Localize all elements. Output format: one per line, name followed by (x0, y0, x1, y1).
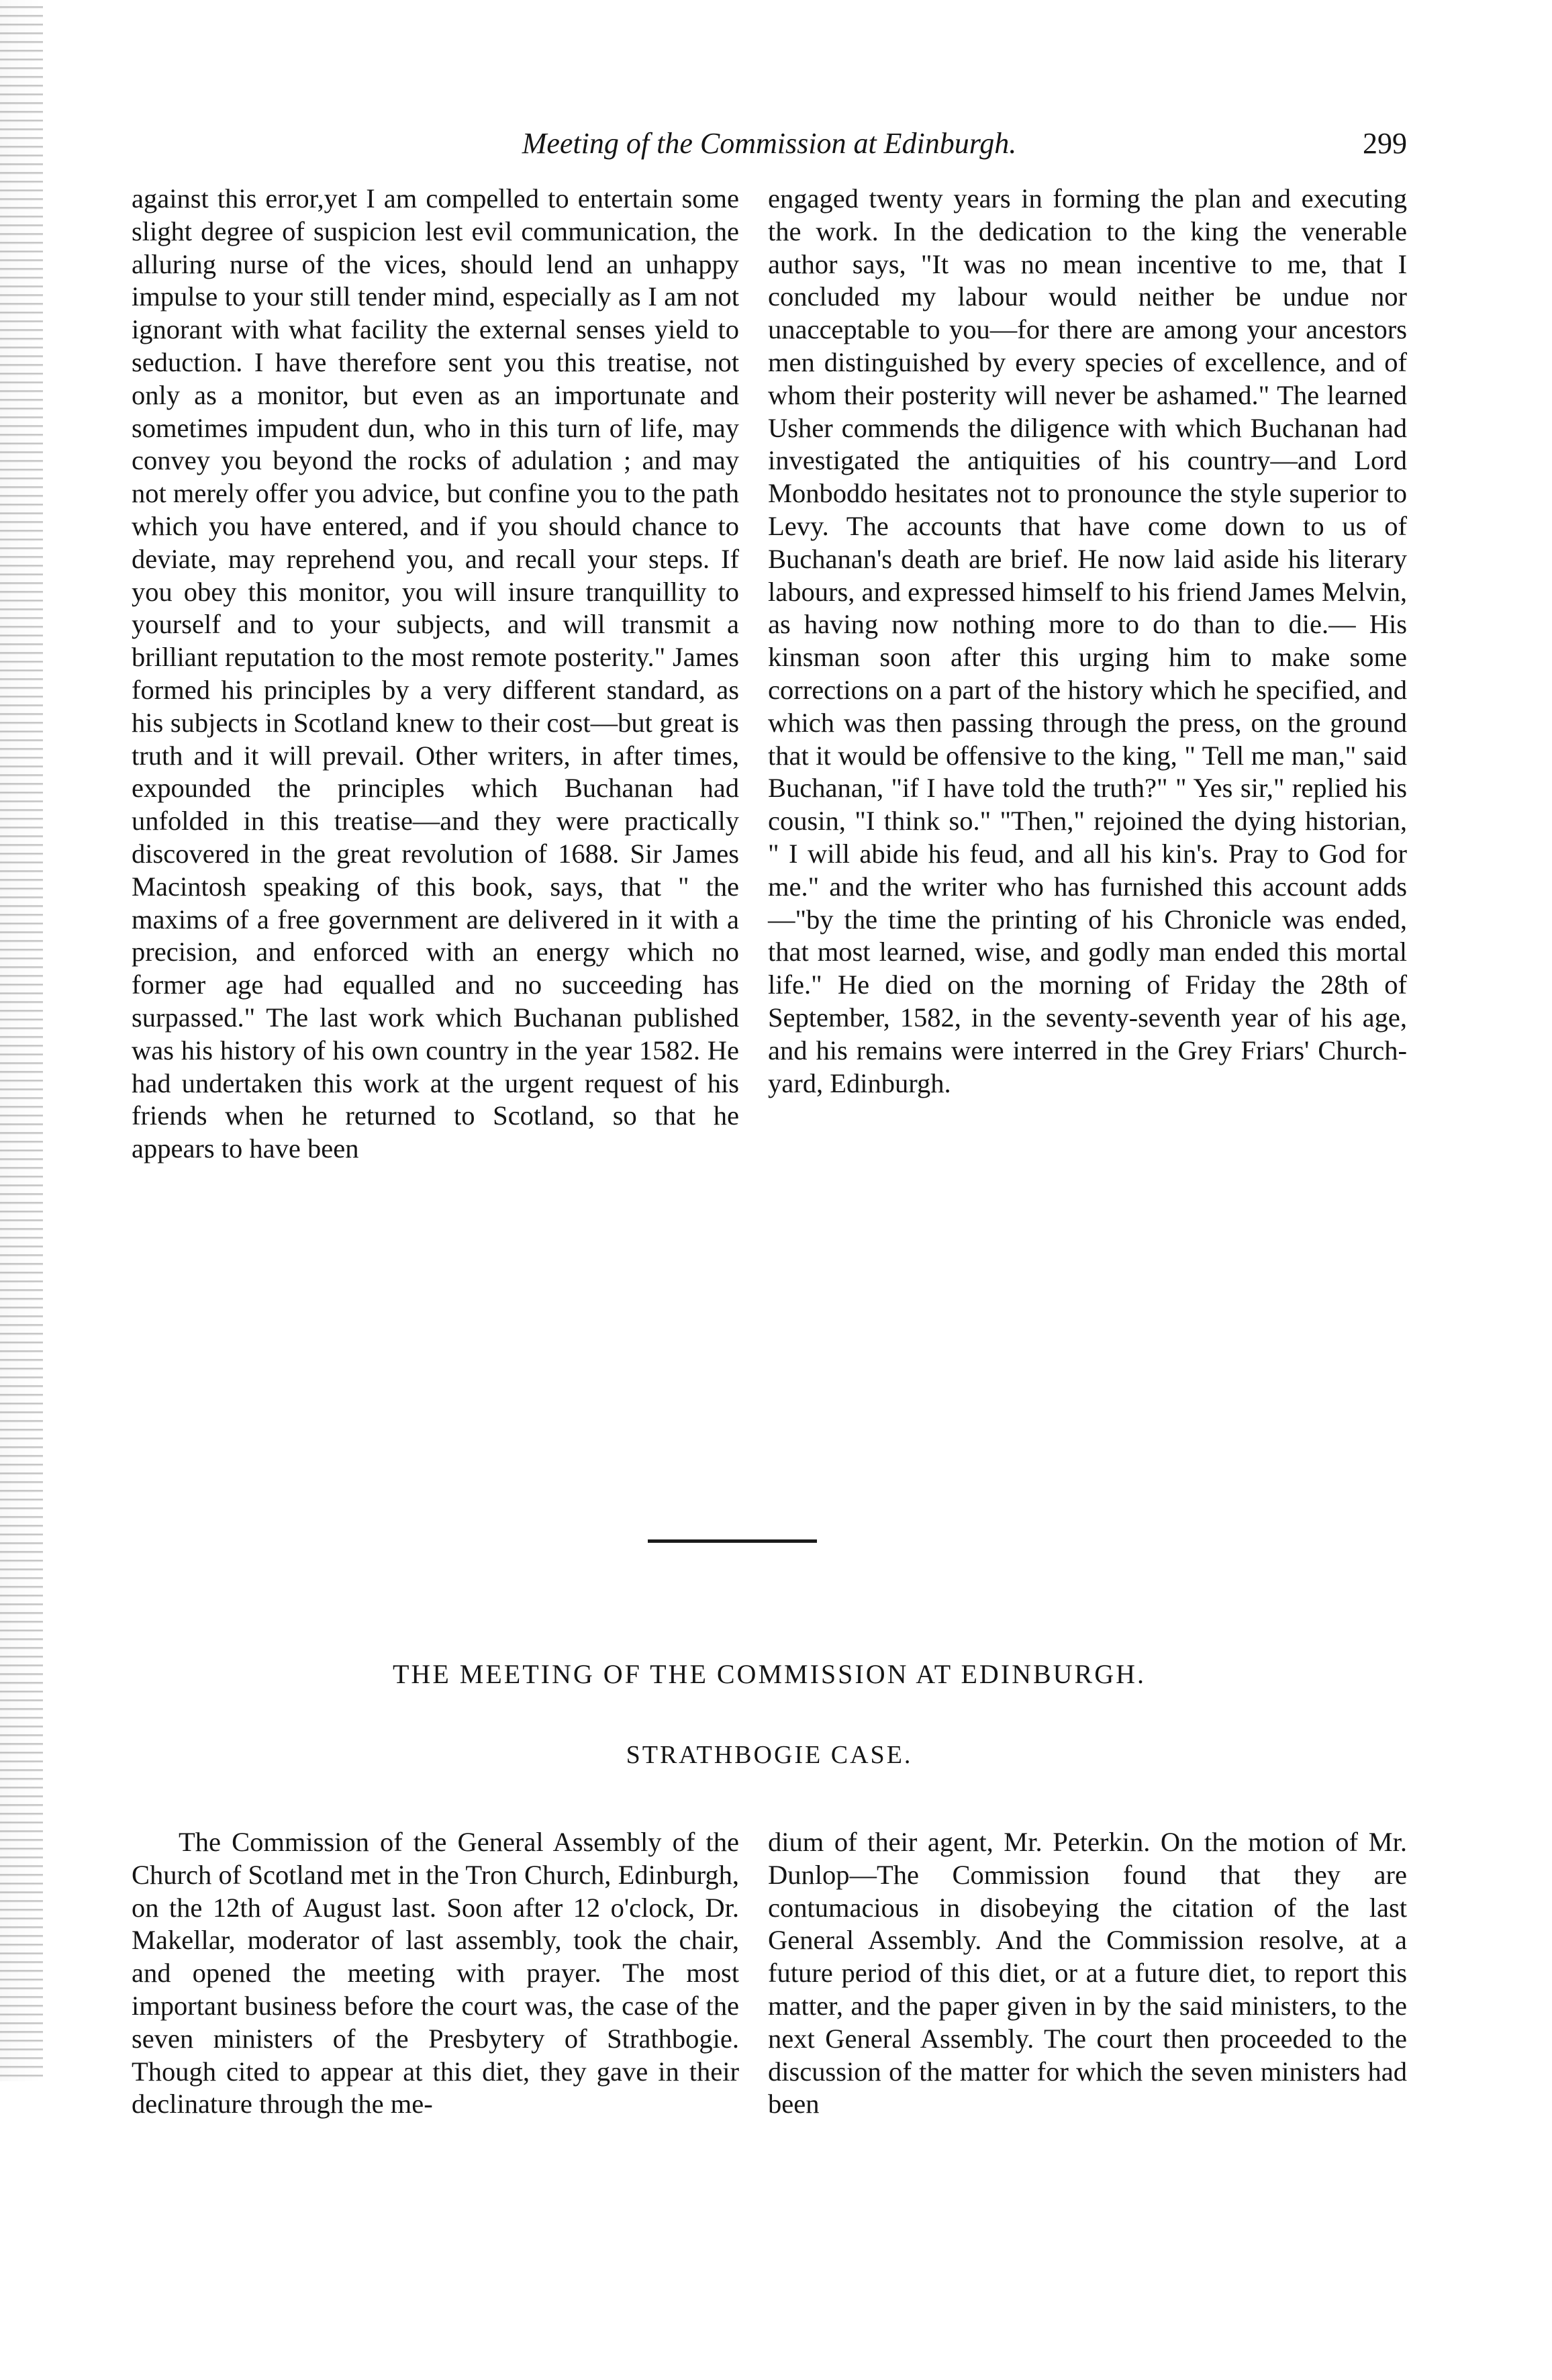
running-title: Meeting of the Commission at Edinburgh. (522, 127, 1017, 160)
continued-article-left-column (132, 183, 739, 1165)
continued-article-right-text: engaged twenty years in forming the plan and executing the work. In the dedication to the king the venerable author says, "It was no mean incentive to me, that I concluded my labour would neither be undue nor unacceptable to you—for there are among your ancestors men distinguished by every species of excellence, and of whom their posterity will never be ashamed." The learned Usher commends the diligence with which Buchanan had investigated the antiquities of his country—and Lord Monboddo hesitates not to pronounce the style superior to Levy. The accounts that have come down to us of Buchanan's death are brief. He now laid aside his literary labours, and expressed himself to his friend James Melvin, as having now nothing more to do than to die.— His kinsman soon after this urging him to make some corrections on a part of the history which he specified, and which was then passing through the press, on the ground that it would be offensive to the king, " Tell me man," said Buchanan, "if I have told the truth?" " Yes sir," replied his cousin, "I think so." "Then," rejoined the dying historian, " I will abide his feud, and all his kin's. Pray to God for me." and the writer who has furnished this account adds—"by the time the printing of his Chronicle was ended, that most learned, wise, and godly man ended this mortal life." He died on the morning of Friday the 28th of September, 1582, in the seventy-seventh year of his age, and his remains were interred in the Grey Friars' Church-yard, Edinburgh. (768, 183, 1407, 1098)
section-divider-rule (648, 1539, 817, 1543)
new-article-left-text: The Commission of the General Assembly of the Church of Scotland met in the Tron Church, Edinburgh, on the 12th of August last. Soon after 12 o'clock, Dr. Makellar, moderator of last assembly, took the chair, and opened the meeting with prayer. The most important business before the court was, the case of the seven ministers of the Presbytery of Strathbogie. Though cited to appear at this diet, they gave in their declinature through the me- (132, 1827, 739, 2120)
continued-article-left-text: against this error,yet I am compelled to entertain some slight degree of suspicion lest evil communication, the alluring nurse of the vices, should lend an unhappy impulse to your still tender mind, especially as I am not ignorant with what facility the external senses yield to seduction. I have therefore sent you this treatise, not only as a monitor, but even as an importunate and sometimes impudent dun, who in this turn of life, may convey you beyond the rocks of adulation ; and may not merely offer you advice, but confine you to the path which you have entered, and if you should chance to deviate, may reprehend you, and recall your steps. If you obey this monitor, you will insure tranquillity to yourself and to your subjects, and will transmit a brilliant reputation to the most remote posterity." James formed his principles by a very different standard, as his subjects in Scotland knew to their cost—but great is truth and it will prevail. Other writers, in after times, expounded the principles which Buchanan had unfolded in this treatise—and they were practically discovered in the great revolution of 1688. Sir James Macintosh speaking of this book, says, that " the maxims of a free government are delivered in it with a precision, and enforced with an energy which no former age had equalled and no succeeding has surpassed." The last work which Buchanan published was his history of his own country in the year 1582. He had undertaken this work at the urgent request of his friends when he returned to Scotland, so that he appears to have been (132, 183, 739, 1164)
page-number: 299 (1363, 127, 1407, 160)
article-subtitle: STRATHBOGIE CASE. (626, 1741, 913, 1769)
continued-article-right-column (768, 183, 1407, 1100)
new-article-right-column (768, 1826, 1407, 2121)
page-header (132, 126, 1407, 166)
scan-binding-edge (0, 0, 43, 2081)
new-article-left-column (132, 1826, 739, 2121)
article-title: THE MEETING OF THE COMMISSION AT EDINBURGH. (393, 1659, 1146, 1689)
new-article-right-text: dium of their agent, Mr. Peterkin. On the motion of Mr. Dunlop—The Commission found that they are contumacious in disobeying the citation of the last General Assembly. And the Commission resolve, at a future period of this diet, or at a future diet, to report this matter, and the paper given in by the said ministers, to the next General Assembly. The court then proceeded to the discussion of the matter for which the seven ministers had been (768, 1827, 1407, 2120)
